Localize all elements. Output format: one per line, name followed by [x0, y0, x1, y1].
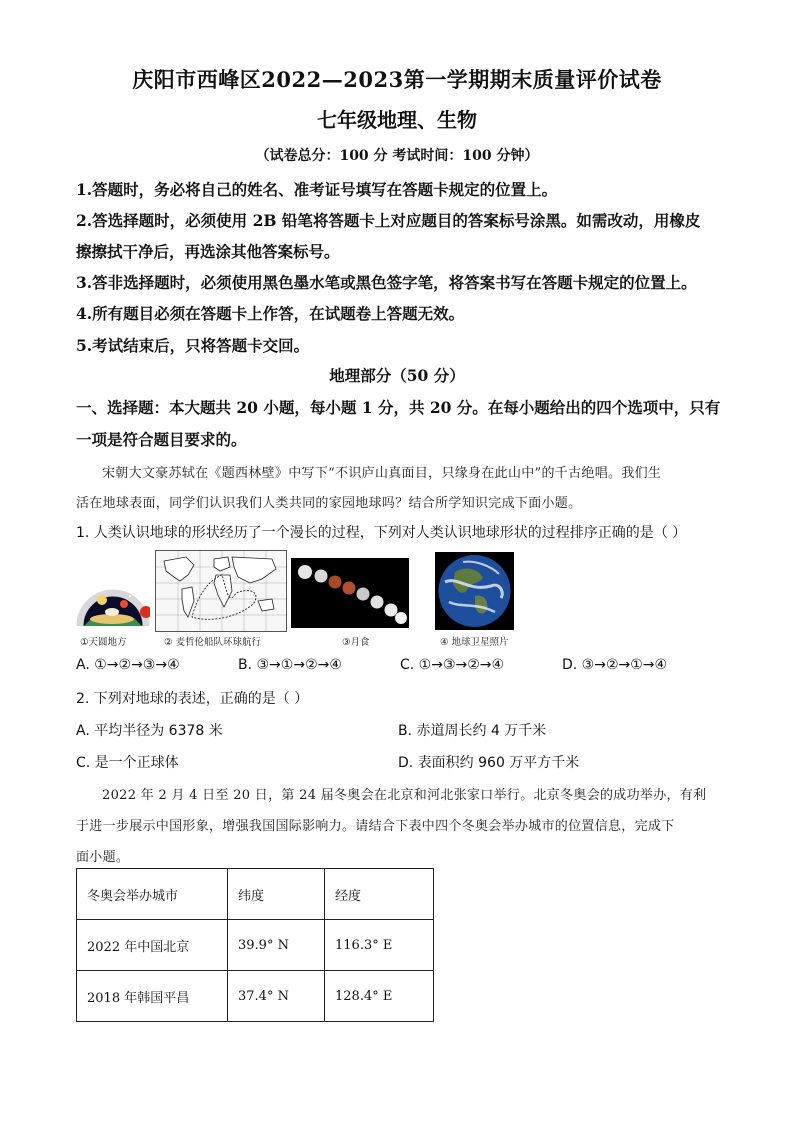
table-cell: 2022 年中国北京	[77, 920, 228, 971]
table-row	[77, 920, 434, 971]
exam-subtitle: 七年级地理、生物	[317, 108, 477, 132]
rule-1: 1.答题时，务必将自己的姓名、准考证号填写在答题卡规定的位置上。	[76, 180, 558, 199]
section-instruction-1: 一、选择题：本大题共 20 小题，每小题 1 分，共 20 分。在每小题给出的四个选项中，只有	[76, 398, 721, 417]
q2-option-a: A. 平均半径为 6378 米	[76, 723, 223, 739]
rule-5: 5.考试结束后，只将答题卡交回。	[76, 336, 310, 355]
q2-option-d: D. 表面积约 960 万平方千米	[398, 755, 580, 771]
q1-option-a: A. ①→②→③→④	[76, 657, 180, 673]
table-header-cell: 冬奥会举办城市	[77, 869, 228, 920]
table-row	[77, 971, 434, 1022]
q2-option-b: B. 赤道周长约 4 万千米	[398, 723, 547, 739]
exam-info: （试卷总分：100 分 考试时间：100 分钟）	[255, 148, 539, 164]
world-map-image	[155, 550, 287, 632]
q1-option-d: D. ③→②→①→④	[562, 657, 668, 673]
table-header-cell: 纬度	[228, 869, 325, 920]
exam-title: 庆阳市西峰区2022—2023第一学期期末质量评价试卷	[132, 67, 662, 92]
table-cell: 39.9° N	[228, 920, 325, 971]
section-instruction-2: 一项是符合题目要求的。	[76, 430, 247, 449]
sky-dome-image	[76, 560, 150, 630]
table-cell: 37.4° N	[228, 971, 325, 1022]
table-cell: 128.4° E	[325, 971, 434, 1022]
question-2-stem: 2. 下列对地球的表述，正确的是（ ）	[76, 691, 309, 707]
rule-4: 4.所有题目必须在答题卡上作答，在试题卷上答题无效。	[76, 304, 465, 323]
caption-2: ② 麦哲伦船队环球航行	[164, 637, 262, 648]
lunar-eclipse-image	[291, 558, 409, 628]
q1-option-c: C. ①→③→②→④	[400, 657, 505, 673]
table-header-row	[77, 869, 434, 920]
caption-1: ①天圆地方	[80, 637, 127, 648]
passage2-line2: 于进一步展示中国形象，增强我国国际影响力。请结合下表中四个冬奥会举办城市的位置信息，完成下	[76, 819, 675, 834]
question-1-stem: 1. 人类认识地球的形状经历了一个漫长的过程，下列对人类认识地球形状的过程排序正确的是（ ）	[76, 525, 687, 541]
passage1-line2: 活在地球表面，同学们认识我们人类共同的家园地球吗？结合所学知识完成下面小题。	[76, 496, 582, 511]
q1-option-b: B. ③→①→②→④	[238, 657, 342, 673]
table-cell: 116.3° E	[325, 920, 434, 971]
earth-satellite-image	[435, 552, 514, 630]
section-title: 地理部分（50 分）	[329, 366, 465, 385]
passage2-line3: 面小题。	[76, 850, 130, 865]
caption-4: ④ 地球卫星照片	[440, 637, 509, 648]
table-header-cell: 经度	[325, 869, 434, 920]
olympic-city-table	[76, 868, 434, 1022]
rule-2: 2.答选择题时，必须使用 2B 铅笔将答题卡上对应题目的答案标号涂黑。如需改动，用橡皮	[76, 211, 701, 230]
rule-3: 3.答非选择题时，必须使用黑色墨水笔或黑色签字笔，将答案书写在答题卡规定的位置上。	[76, 273, 697, 292]
rule-2-cont: 擦擦拭干净后，再选涂其他答案标号。	[76, 242, 340, 261]
table-cell: 2018 年韩国平昌	[77, 971, 228, 1022]
caption-3: ③月食	[342, 637, 370, 648]
passage1-line1: 宋朝大文豪苏轼在《题西林壁》中写下“不识庐山真面目，只缘身在此山中”的千古绝唱。我们生	[102, 466, 662, 481]
q2-option-c: C. 是一个正球体	[76, 755, 179, 771]
passage2-line1: 2022 年 2 月 4 日至 20 日，第 24 届冬奥会在北京和河北张家口举行。北京冬奥会的成功举办，有利	[102, 788, 707, 803]
